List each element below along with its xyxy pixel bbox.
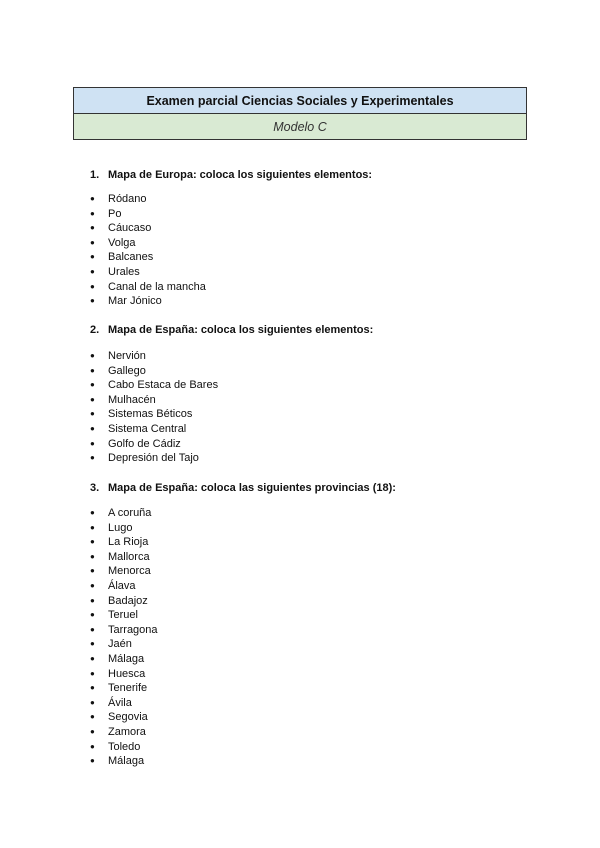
- bullet-icon: ●: [90, 266, 95, 276]
- list-item: ● Tarragona: [90, 623, 158, 636]
- section-spain-elements: [90, 323, 550, 465]
- bullet-icon: ●: [90, 237, 95, 247]
- bullet-icon: ●: [90, 208, 95, 218]
- bullet-icon: ●: [90, 252, 95, 262]
- bullet-icon: ●: [90, 551, 95, 561]
- section-europe: [90, 168, 550, 308]
- list-item: ● Jaén: [90, 638, 132, 651]
- bullet-icon: ●: [90, 697, 95, 707]
- bullet-icon: ●: [90, 194, 95, 203]
- list-item: ● Nervión: [90, 350, 146, 362]
- list-item: ● Toledo: [90, 740, 141, 753]
- bullet-icon: ●: [90, 296, 95, 306]
- list-item: ● La Rioja: [90, 536, 149, 549]
- list-item: ● Ródano: [90, 193, 147, 205]
- list-item: ● Segovia: [90, 711, 148, 724]
- list-item: ● A coruña: [90, 507, 152, 519]
- bullet-icon: ●: [90, 365, 95, 375]
- bullet-icon: ●: [90, 610, 95, 620]
- section-heading: [90, 168, 550, 182]
- list-item: ● Menorca: [90, 565, 151, 578]
- exam-model: Modelo C: [74, 114, 526, 139]
- exam-header: [73, 87, 527, 140]
- bullet-icon: ●: [90, 580, 95, 590]
- list-item: ● Balcanes: [90, 251, 154, 264]
- bullet-icon: ●: [90, 712, 95, 722]
- list-item: ● Huesca: [90, 667, 146, 680]
- list-item: ● Golfo de Cádiz: [90, 437, 181, 450]
- list-item: ● Mar Jónico: [90, 295, 162, 308]
- list-item: ● Teruel: [90, 609, 138, 622]
- list-item: ● Canal de la mancha: [90, 280, 206, 293]
- item-list: [90, 349, 390, 466]
- bullet-icon: ●: [90, 595, 95, 605]
- list-item: ● Málaga: [90, 755, 145, 768]
- list-item: ● Gallego: [90, 364, 146, 377]
- section-number: 2.: [90, 324, 100, 336]
- bullet-icon: ●: [90, 281, 95, 291]
- list-item: ● Sistema Central: [90, 422, 187, 435]
- list-item: ● Depresión del Tajo: [90, 452, 199, 465]
- list-item: ● Mulhacén: [90, 393, 156, 406]
- list-item: ● Mallorca: [90, 550, 150, 563]
- list-item: ● Cáucaso: [90, 222, 152, 235]
- exam-title: Examen parcial Ciencias Sociales y Experimentales: [74, 88, 526, 114]
- bullet-icon: ●: [90, 394, 95, 404]
- list-item: ● Ávila: [90, 696, 132, 709]
- item-list: [90, 506, 390, 769]
- section-title: Mapa de Europa: coloca los siguientes elementos:: [108, 169, 373, 181]
- section-heading: [90, 323, 550, 337]
- bullet-icon: ●: [90, 566, 95, 576]
- list-item: ● Tenerife: [90, 682, 148, 695]
- bullet-icon: ●: [90, 653, 95, 663]
- section-title: Mapa de España: coloca las siguientes provincias (18):: [108, 482, 396, 494]
- bullet-icon: ●: [90, 668, 95, 678]
- list-item: ● Po: [90, 207, 122, 220]
- bullet-icon: ●: [90, 223, 95, 233]
- list-item: ● Volga: [90, 236, 136, 249]
- section-number: 1.: [90, 169, 100, 181]
- bullet-icon: ●: [90, 683, 95, 693]
- list-item: ● Sistemas Béticos: [90, 408, 193, 421]
- section-spain-provinces: [90, 481, 550, 768]
- bullet-icon: ●: [90, 537, 95, 547]
- bullet-icon: ●: [90, 624, 95, 634]
- bullet-icon: ●: [90, 453, 95, 463]
- bullet-icon: ●: [90, 351, 95, 360]
- list-item: ● Lugo: [90, 521, 133, 534]
- bullet-icon: ●: [90, 409, 95, 419]
- bullet-icon: ●: [90, 741, 95, 751]
- list-item: ● Cabo Estaca de Bares: [90, 379, 219, 392]
- list-item: ● Álava: [90, 579, 136, 592]
- item-list: [90, 192, 390, 309]
- bullet-icon: ●: [90, 423, 95, 433]
- list-item: ● Badajoz: [90, 594, 148, 607]
- section-number: 3.: [90, 482, 100, 494]
- list-item: ● Málaga: [90, 652, 145, 665]
- list-item: ● Urales: [90, 265, 140, 278]
- bullet-icon: ●: [90, 438, 95, 448]
- bullet-icon: ●: [90, 726, 95, 736]
- bullet-icon: ●: [90, 380, 95, 390]
- section-heading: [90, 481, 550, 495]
- list-item: ● Zamora: [90, 725, 146, 738]
- bullet-icon: ●: [90, 508, 95, 517]
- bullet-icon: ●: [90, 756, 95, 766]
- bullet-icon: ●: [90, 639, 95, 649]
- section-title: Mapa de España: coloca los siguientes elementos:: [108, 324, 374, 336]
- bullet-icon: ●: [90, 522, 95, 532]
